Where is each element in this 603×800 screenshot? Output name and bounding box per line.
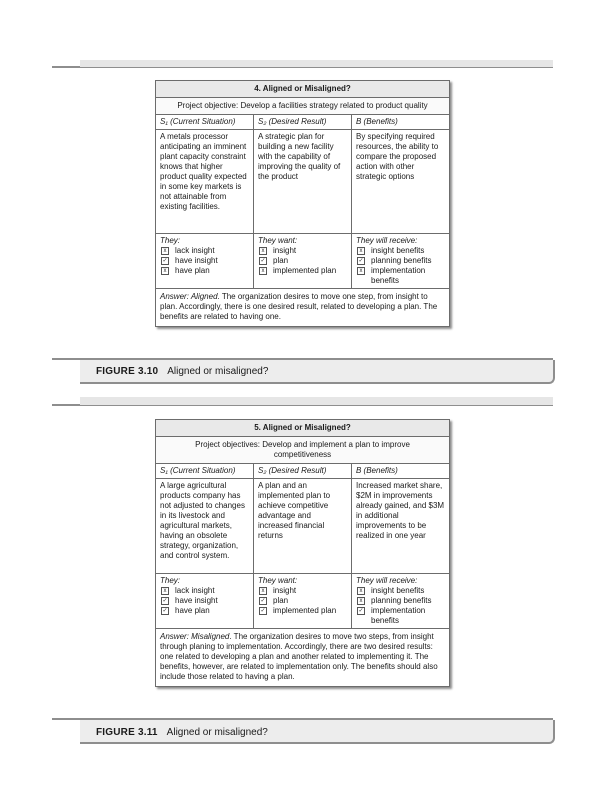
checkbox-icon: ✓ [358,608,364,614]
checklist-item [258,596,347,606]
checklist-item [160,596,249,606]
checklist-item [258,246,347,256]
checklist-item-label: lack insight [175,586,215,595]
checklist-heading: They: [160,236,181,245]
checklist-item [160,606,249,616]
current-situation-text: A large agricultural products company has not adjusted to changes in its livestock and agricultural markets, having an obsolete strategy, organization, and control system. [156,479,254,573]
answer-body: . The organization desires to move one step, from insight to plan. Accordingly, there is one desired result, related to developing a plan. The benefits are related to having one. [160,292,438,321]
checkbox-icon: x [259,267,267,275]
checklist-row [156,234,449,289]
checklist-item [160,256,249,266]
checklist-heading: They will receive: [356,576,418,585]
checklist-item-label: implemented plan [273,266,337,275]
checkbox-icon: ✓ [162,258,168,264]
figure-caption [96,366,268,378]
checkbox-icon: ✓ [260,258,266,264]
answer-label: Answer: Aligned [160,292,218,301]
desired-result-text: A plan and an implemented plan to achieve competitive advantage and increased financial returns [254,479,352,573]
checklist-item-label: insight benefits [371,246,425,255]
checklist-they-will-receive [352,574,449,628]
figure-table [155,419,450,687]
table-header-row [156,115,449,130]
checkbox-icon: x [357,267,365,275]
table-header-row [156,464,449,479]
checklist-they [156,234,254,288]
checklist-item-label: plan [273,596,289,605]
checkbox-icon: x [357,597,365,605]
description-row [156,479,449,574]
checkbox-icon: ✓ [358,258,364,264]
checkbox-icon: x [161,267,169,275]
figure-band [80,397,553,405]
checkbox-icon: ✓ [162,608,168,614]
checklist-they-want [254,234,352,288]
checklist-item [356,256,445,266]
checklist-item-label: insight [273,246,297,255]
answer-body: . The organization desires to move two steps, from insight through planing to implementation. Accordingly, there are two desired results: one related to developing a plan and another related to implementing it. The benefits, however, are related to implementation only. The benefits should also include those related to having a plan. [160,632,438,681]
header-current-situation: S₁ (Current Situation) [156,115,254,129]
header-current-situation: S₁ (Current Situation) [156,464,254,478]
checklist-item [160,266,249,276]
checklist-item-label: planning benefits [371,596,432,605]
checkbox-icon: x [161,587,169,595]
desired-result-text: A strategic plan for building a new facility with the capability of improving the quality of the product [254,130,352,233]
benefits-text: By specifying required resources, the ability to compare the proposed action with other strategic options [356,132,439,181]
checklist-item-label: insight benefits [371,586,425,595]
checklist-heading: They: [160,576,181,585]
description-row [156,130,449,234]
checkbox-icon: ✓ [260,608,266,614]
checklist-item-label: have insight [175,256,218,265]
checklist-item [356,606,445,626]
checklist-item [160,246,249,256]
checklist-item [258,256,347,266]
header-benefits: B (Benefits) [356,117,398,126]
figure-number: FIGURE 3.10 [96,366,159,377]
checklist-item [356,586,445,596]
table-title: 5. Aligned or Misaligned? [156,420,449,437]
benefits-text: Increased market share, $2M in improvements already gained, and $3M in additional improvements to be realized in one year [356,481,445,540]
checkbox-icon: x [259,587,267,595]
checkbox-icon: x [357,247,365,255]
figure-caption [96,727,268,739]
header-desired-result: S₂ (Desired Result) [254,115,352,129]
checklist-item [258,266,347,276]
project-objective: Project objective: Develop a facilities strategy related to product quality [156,98,449,115]
checklist-item-label: insight [273,586,297,595]
figure-caption-text: Aligned or misaligned? [167,366,269,377]
checklist-item [356,246,445,256]
answer-text [156,629,449,686]
checklist-heading: They will receive: [356,236,418,245]
checklist-heading: They want: [258,576,298,585]
checklist-item-label: have plan [175,606,210,615]
header-benefits: B (Benefits) [356,466,398,475]
checklist-heading: They want: [258,236,298,245]
checklist-item [258,586,347,596]
checklist-row [156,574,449,629]
header-desired-result: S₂ (Desired Result) [254,464,352,478]
checkbox-icon: ✓ [260,598,266,604]
checkbox-icon: x [161,247,169,255]
figure-number: FIGURE 3.11 [96,727,158,738]
checklist-item [356,596,445,606]
checklist-item-label: implementation benefits [371,606,426,625]
checkbox-icon: ✓ [162,598,168,604]
figure-table [155,80,450,327]
checklist-item-label: plan [273,256,289,265]
figure-caption-text: Aligned or misaligned? [166,727,268,738]
answer-label: Answer: Misaligned [160,632,230,641]
checklist-item-label: lack insight [175,246,215,255]
checklist-item-label: have insight [175,596,218,605]
checklist-item-label: implemented plan [273,606,337,615]
answer-text [156,289,449,326]
checkbox-icon: x [357,587,365,595]
figure-band [80,60,553,67]
checklist-they-want [254,574,352,628]
current-situation-text: A metals processor anticipating an imminent plant capacity constraint knows that higher product quality expected in some key markets is not attainable from existing facilities. [156,130,254,233]
checklist-item [160,586,249,596]
checklist-item-label: planning benefits [371,256,432,265]
checklist-they [156,574,254,628]
checklist-item-label: implementation benefits [371,266,426,285]
project-objective: Project objectives: Develop and implement a plan to improve competitiveness [156,437,449,464]
checkbox-icon: x [259,247,267,255]
checklist-they-will-receive [352,234,449,288]
table-title: 4. Aligned or Misaligned? [156,81,449,98]
checklist-item [258,606,347,616]
checklist-item [356,266,445,286]
checklist-item-label: have plan [175,266,210,275]
